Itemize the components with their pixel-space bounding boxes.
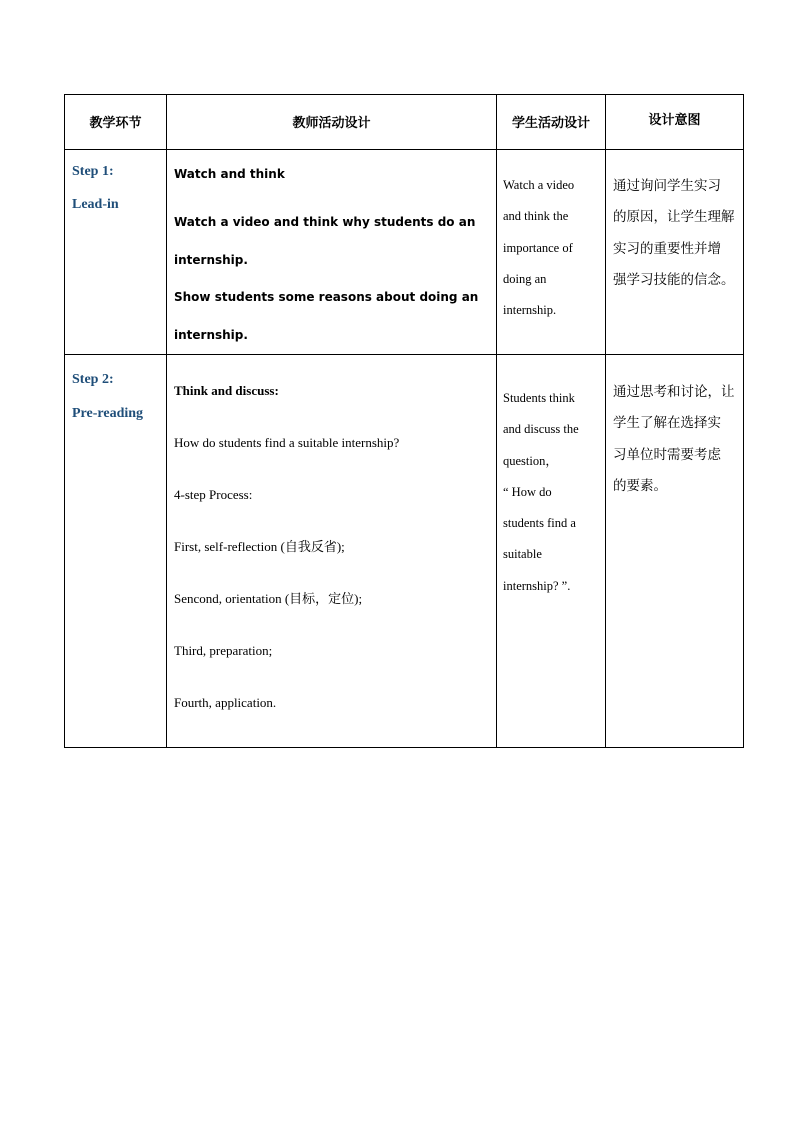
teacher-activity-line: How do students find a suitable internship? <box>174 435 400 450</box>
student-activity-line: “ How do <box>503 484 552 499</box>
table-row <box>65 355 744 748</box>
teacher-activity-line: Sencond, orientation (目标，定位); <box>174 591 363 606</box>
step-cell <box>65 150 167 355</box>
student-activity-line: internship. <box>503 303 557 318</box>
design-intent-cell <box>606 355 744 748</box>
student-activity-line: and think the <box>503 209 569 224</box>
lesson-plan-table <box>64 94 744 748</box>
step-number: Step 2: <box>72 372 114 387</box>
design-intent-line: 学生了解在选择实 <box>613 415 721 432</box>
header-teacher-activity-label: 教师活动设计 <box>292 116 371 131</box>
student-activity-line: Students think <box>503 391 575 405</box>
teacher-activity-line: Third, preparation; <box>174 643 273 658</box>
header-teaching-stage-label: 教学环节 <box>89 116 142 131</box>
student-activity-line: question， <box>503 453 558 468</box>
teacher-activity-line: internship. <box>174 252 248 267</box>
teacher-activity-heading: Watch and think <box>174 167 285 181</box>
table-header-row <box>65 95 744 150</box>
step-phase: Pre-reading <box>72 406 144 421</box>
teacher-activity-line: internship. <box>174 327 248 342</box>
student-activity-line: students find a <box>503 516 576 531</box>
step-number: Step 1: <box>72 164 114 179</box>
design-intent-line: 通过思考和讨论，让 <box>613 384 735 400</box>
design-intent-line: 强学习技能的信念。 <box>613 271 735 288</box>
header-design-intent-label: 设计意图 <box>648 113 701 128</box>
design-intent-line: 的要素。 <box>613 477 667 494</box>
design-intent-cell <box>606 150 744 355</box>
teacher-activity-heading: Think and discuss: <box>174 383 279 398</box>
design-intent-line: 实习的重要性并增 <box>613 240 721 257</box>
student-activity-cell <box>497 355 606 748</box>
student-activity-line: suitable <box>503 547 542 562</box>
design-intent-line: 通过询问学生实习 <box>613 178 721 194</box>
student-activity-line: internship? ”. <box>503 578 571 593</box>
student-activity-line: importance of <box>503 240 573 255</box>
teacher-activity-line: 4-step Process: <box>174 487 253 502</box>
teacher-activity-line: First, self-reflection (自我反省); <box>174 539 345 554</box>
teacher-activity-line: Watch a video and think why students do an <box>174 215 476 229</box>
teacher-activity-line: Show students some reasons about doing an <box>174 290 479 304</box>
teacher-activity-cell <box>167 355 497 748</box>
teacher-activity-cell <box>167 150 497 355</box>
teacher-activity-line: Fourth, application. <box>174 695 277 710</box>
header-student-activity-label: 学生活动设计 <box>511 116 590 131</box>
student-activity-cell <box>497 150 606 355</box>
student-activity-line: doing an <box>503 271 547 286</box>
design-intent-line: 习单位时需要考虑 <box>613 446 721 463</box>
step-phase: Lead-in <box>72 197 119 212</box>
design-intent-line: 的原因，让学生理解 <box>613 209 735 226</box>
header-teacher-activity <box>167 95 497 150</box>
header-student-activity <box>497 95 606 150</box>
header-teaching-stage <box>65 95 167 150</box>
header-design-intent <box>606 95 744 150</box>
step-cell <box>65 355 167 748</box>
table-row <box>65 150 744 355</box>
student-activity-line: Watch a video <box>503 178 575 192</box>
student-activity-line: and discuss the <box>503 422 579 437</box>
